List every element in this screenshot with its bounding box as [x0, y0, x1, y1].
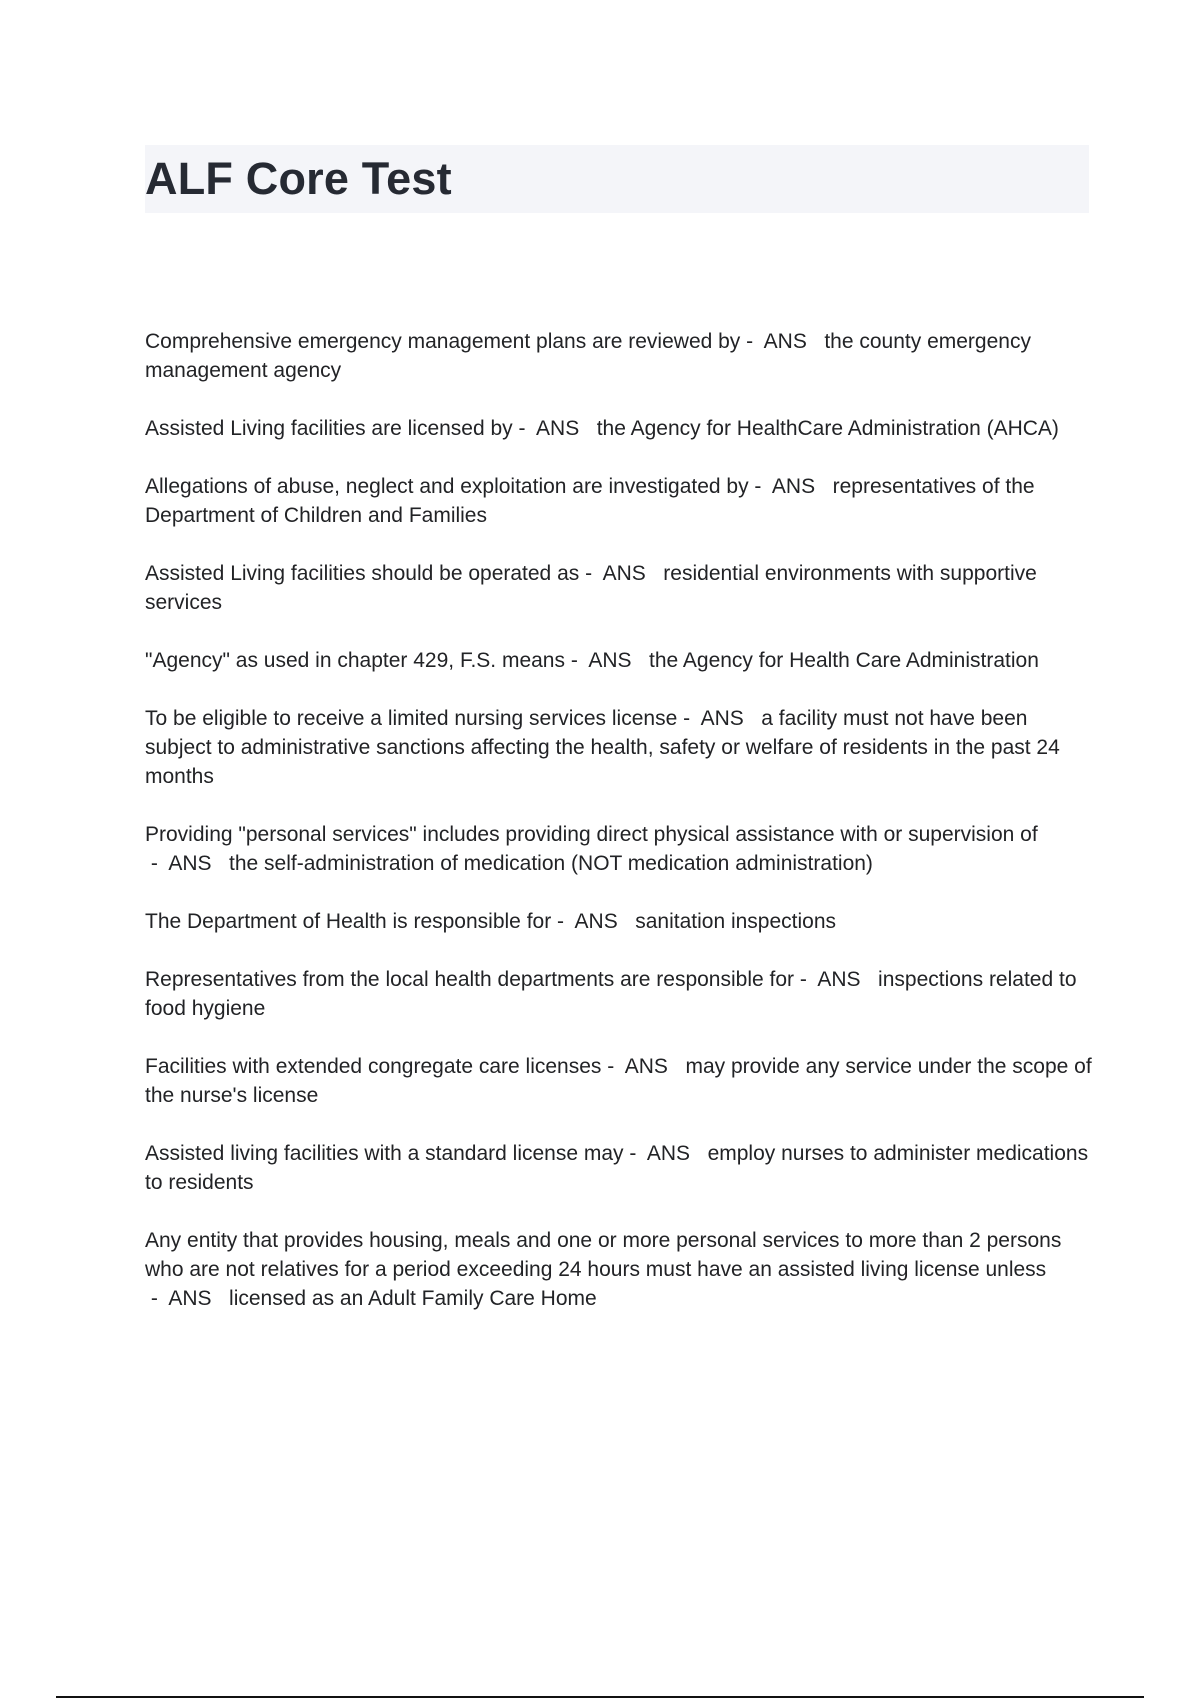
title-bar	[145, 145, 1089, 213]
qa-item	[145, 965, 1095, 1023]
qa-item	[145, 820, 1095, 878]
answer-separator: - ANS	[512, 417, 597, 440]
qa-answer: the county emergency management agency	[145, 330, 1031, 382]
qa-question: Comprehensive emergency management plans are reviewed by	[145, 330, 741, 353]
qa-question: "Agency" as used in chapter 429, F.S. means	[145, 649, 565, 672]
qa-question: Assisted Living facilities should be operated as	[145, 562, 580, 585]
answer-separator: - ANS	[551, 910, 636, 933]
answer-separator: - ANS	[579, 562, 664, 585]
qa-question: Assisted Living facilities are licensed by	[145, 417, 513, 440]
qa-item	[145, 1139, 1095, 1197]
page-title: ALF Core Test	[145, 153, 452, 204]
answer-separator: - ANS	[794, 968, 879, 991]
answer-separator: - ANS	[677, 707, 762, 730]
bottom-divider	[56, 1696, 1144, 1698]
answer-separator: - ANS	[623, 1142, 708, 1165]
qa-list	[145, 327, 1095, 1342]
answer-separator: - ANS	[145, 852, 230, 875]
qa-answer: residential environments with supportive services	[145, 562, 1037, 614]
qa-answer: representatives of the Department of Children and Families	[145, 475, 1035, 527]
qa-answer: may provide any service under the scope of the nurse's license	[145, 1055, 1092, 1107]
qa-question: Facilities with extended congregate care licenses	[145, 1055, 602, 1078]
qa-answer: the Agency for HealthCare Administration (AHCA)	[596, 417, 1059, 440]
qa-answer: the self-administration of medication (NOT medication administration)	[229, 852, 873, 875]
qa-item	[145, 646, 1095, 675]
answer-separator: - ANS	[564, 649, 650, 672]
qa-question: The Department of Health is responsible for	[145, 910, 552, 933]
qa-item	[145, 327, 1095, 385]
answer-separator: - ANS	[601, 1055, 686, 1078]
qa-question: Providing "personal services" includes providing direct physical assistance with or supervision of	[145, 823, 1038, 846]
qa-question: Assisted living facilities with a standard license may	[145, 1142, 624, 1165]
qa-item	[145, 907, 1095, 936]
qa-item	[145, 1052, 1095, 1110]
qa-answer: the Agency for Health Care Administration	[649, 649, 1039, 672]
qa-item	[145, 704, 1095, 791]
answer-separator: - ANS	[145, 1287, 230, 1310]
qa-question: Allegations of abuse, neglect and exploitation are investigated by	[145, 475, 749, 498]
answer-separator: - ANS	[740, 330, 825, 353]
qa-answer: employ nurses to administer medications to residents	[145, 1142, 1089, 1194]
qa-answer: licensed as an Adult Family Care Home	[229, 1287, 597, 1310]
qa-item	[145, 414, 1095, 443]
qa-answer: sanitation inspections	[635, 910, 837, 933]
qa-answer: a facility must not have been subject to administrative sanctions affecting the health, safety or welfare of residents in the past 24 months	[145, 707, 1060, 788]
answer-separator: - ANS	[748, 475, 833, 498]
qa-item	[145, 559, 1095, 617]
qa-item	[145, 1226, 1095, 1313]
qa-item	[145, 472, 1095, 530]
qa-question: Any entity that provides housing, meals and one or more personal services to more than 2 persons who are not relatives for a period exceeding 24 hours must have an assisted living license unless	[145, 1229, 1062, 1281]
qa-question: To be eligible to receive a limited nursing services license	[145, 707, 678, 730]
qa-answer: inspections related to food hygiene	[145, 968, 1077, 1020]
qa-question: Representatives from the local health departments are responsible for	[145, 968, 795, 991]
